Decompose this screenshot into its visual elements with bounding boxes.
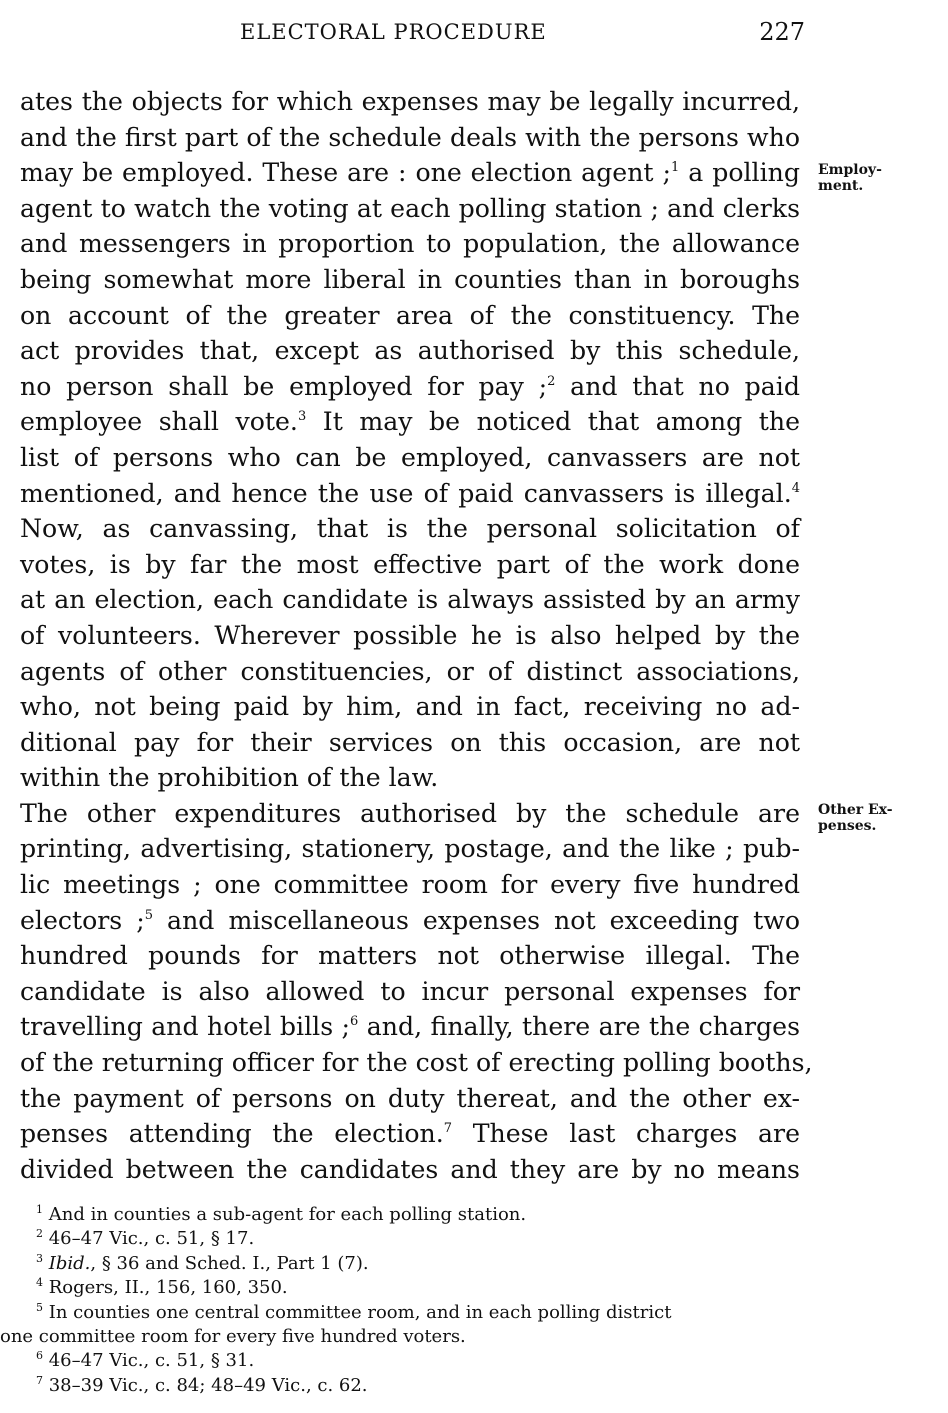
- footnote-italic: Ibid.: [48, 1252, 91, 1274]
- text-line: [20, 796, 800, 832]
- text-line-content: within the prohibition of the law.: [20, 763, 439, 793]
- footnote-marker: 2: [547, 373, 556, 389]
- text-line-content: and, finally, there are the charges: [358, 1012, 800, 1042]
- text-line: [20, 1045, 813, 1081]
- text-line: [20, 404, 800, 440]
- text-line-content: list of persons who can be employed, canvassers are not: [20, 442, 800, 472]
- footnotes: [0, 1203, 800, 1398]
- text-line: [20, 440, 800, 476]
- footnote: [36, 1349, 800, 1373]
- footnote-marker: 1: [671, 160, 680, 176]
- text-line: [20, 1152, 800, 1188]
- text-line-content: and the first part of the schedule deals with the persons who: [20, 122, 800, 152]
- text-line-content: ditional pay for their services on this occasion, are not: [20, 727, 800, 757]
- text-line-content: act provides that, except as authorised by this schedule,: [20, 336, 800, 366]
- footnote-number: 7: [36, 1373, 43, 1387]
- text-line-content: lic meetings ; one committee room for every five hundred: [20, 870, 800, 900]
- text-line: [20, 867, 800, 903]
- text-line: [20, 938, 800, 974]
- margin-note-other-expenses: [818, 800, 893, 836]
- text-line-content: divided between the candidates and they are by no means: [20, 1154, 800, 1184]
- text-line-content: Now, as canvassing, that is the personal solicitation of: [20, 514, 800, 544]
- footnote-text: , § 36 and Sched. I., Part 1 (7).: [90, 1252, 369, 1274]
- text-line: [20, 333, 800, 369]
- footnote-number: 5: [36, 1300, 43, 1314]
- text-line: [20, 654, 800, 690]
- text-line-content: electors ;: [20, 905, 145, 935]
- footnote-text: In counties one central committee room, and in each polling district: [48, 1301, 672, 1323]
- running-title: ELECTORAL PROCEDURE: [240, 20, 547, 44]
- footnote-text: 46–47 Vic., c. 51, § 31.: [48, 1350, 255, 1372]
- text-line-content: It may be noticed that among the: [306, 407, 800, 437]
- footnote-marker: 7: [443, 1121, 453, 1137]
- margin-note-line: ment.: [818, 178, 864, 194]
- text-line-content: may be employed. These are : one election agent ;: [20, 158, 671, 188]
- footnote-number: 6: [36, 1349, 43, 1363]
- text-line: [20, 511, 800, 547]
- text-line-content: mentioned, and hence the use of paid canvassers is illegal.: [20, 478, 792, 508]
- text-line: [20, 618, 800, 654]
- text-line-content: the payment of persons on duty thereat, and the other ex-: [20, 1083, 800, 1113]
- text-line: [20, 831, 800, 867]
- text-line-content: The other expenditures authorised by the schedule are: [20, 798, 800, 828]
- text-line: [20, 725, 800, 761]
- footnote-marker: 3: [297, 409, 307, 425]
- text-line-content: employee shall vote.: [20, 407, 298, 437]
- text-line-content: agent to watch the voting at each polling station ; and clerks: [20, 193, 800, 223]
- footnote-number: 2: [36, 1227, 43, 1241]
- footnote: [36, 1203, 800, 1227]
- text-line-content: of the returning officer for the cost of erecting polling booths,: [20, 1048, 813, 1078]
- footnote-text: 46–47 Vic., c. 51, § 17.: [48, 1228, 255, 1250]
- text-line-content: on account of the greater area of the constituency. The: [20, 300, 800, 330]
- text-line: [20, 191, 800, 227]
- footnote: [36, 1374, 800, 1398]
- footnote-continuation: one committee room for every five hundred voters.: [0, 1326, 466, 1348]
- body-text: [20, 84, 813, 1187]
- margin-note-line: Employ-: [818, 162, 882, 178]
- margin-note-line: Other Ex-: [818, 802, 893, 818]
- text-line-content: being somewhat more liberal in counties than in boroughs: [20, 264, 800, 294]
- footnote-number: 1: [36, 1203, 43, 1216]
- text-line-content: ates the objects for which expenses may be legally incurred,: [20, 87, 800, 116]
- footnote-number: 4: [36, 1276, 43, 1290]
- footnote-number: 3: [36, 1251, 43, 1265]
- text-line: [20, 903, 800, 939]
- text-line: [20, 1116, 800, 1152]
- footnote-text: Rogers, II., 156, 160, 350.: [48, 1277, 288, 1299]
- text-line-content: of volunteers. Wherever possible he is also helped by the: [20, 620, 800, 650]
- text-line-content: and messengers in proportion to population, the allowance: [20, 229, 800, 259]
- margin-note-employment: [818, 160, 882, 196]
- text-line: [20, 547, 800, 583]
- text-line-content: travelling and hotel bills ;: [20, 1012, 351, 1042]
- text-line: [20, 476, 800, 512]
- text-line: [20, 226, 800, 262]
- text-line: [20, 1009, 800, 1045]
- text-line: [20, 689, 800, 725]
- text-line-content: no person shall be employed for pay ;: [20, 371, 548, 401]
- footnote-marker: 4: [791, 480, 800, 496]
- text-line: [20, 369, 800, 405]
- text-line-content: hundred pounds for matters not otherwise illegal. The: [20, 941, 800, 971]
- text-line-content: candidate is also allowed to incur personal expenses for: [20, 976, 800, 1006]
- text-line-content: and that no paid: [555, 371, 800, 401]
- text-line-content: penses attending the election.: [20, 1119, 444, 1149]
- text-line: [20, 582, 800, 618]
- footnote-marker: 5: [144, 907, 154, 923]
- margin-note-line: penses.: [818, 818, 877, 834]
- text-line-content: and miscellaneous expenses not exceeding two: [153, 905, 801, 935]
- text-line: [20, 760, 800, 796]
- page-number: 227: [759, 18, 805, 46]
- text-line-content: votes, is by far the most effective part of the work done: [20, 549, 800, 579]
- text-line-content: printing, advertising, stationery, postage, and the like ; pub-: [20, 834, 800, 864]
- text-line: [20, 84, 800, 120]
- text-line-content: a polling: [679, 158, 800, 188]
- text-line: [20, 298, 800, 334]
- footnote-text: And in counties a sub-agent for each polling station.: [48, 1204, 527, 1225]
- footnote: [36, 1276, 800, 1300]
- footnote: [36, 1301, 800, 1325]
- footnote: [36, 1227, 800, 1251]
- text-line: [20, 974, 800, 1010]
- running-header: [240, 18, 805, 52]
- text-line: [20, 155, 800, 191]
- footnote: [36, 1252, 800, 1276]
- text-line: [20, 1081, 800, 1117]
- text-line: [20, 120, 800, 156]
- text-line: [20, 262, 800, 298]
- text-line-content: at an election, each candidate is always assisted by an army: [20, 585, 800, 615]
- text-line-content: agents of other constituencies, or of distinct associations,: [20, 656, 800, 686]
- text-line-content: who, not being paid by him, and in fact, receiving no ad-: [20, 692, 800, 722]
- footnote-text: 38–39 Vic., c. 84; 48–49 Vic., c. 62.: [48, 1374, 368, 1396]
- footnote-marker: 6: [350, 1014, 359, 1030]
- text-line-content: These last charges are: [452, 1119, 800, 1149]
